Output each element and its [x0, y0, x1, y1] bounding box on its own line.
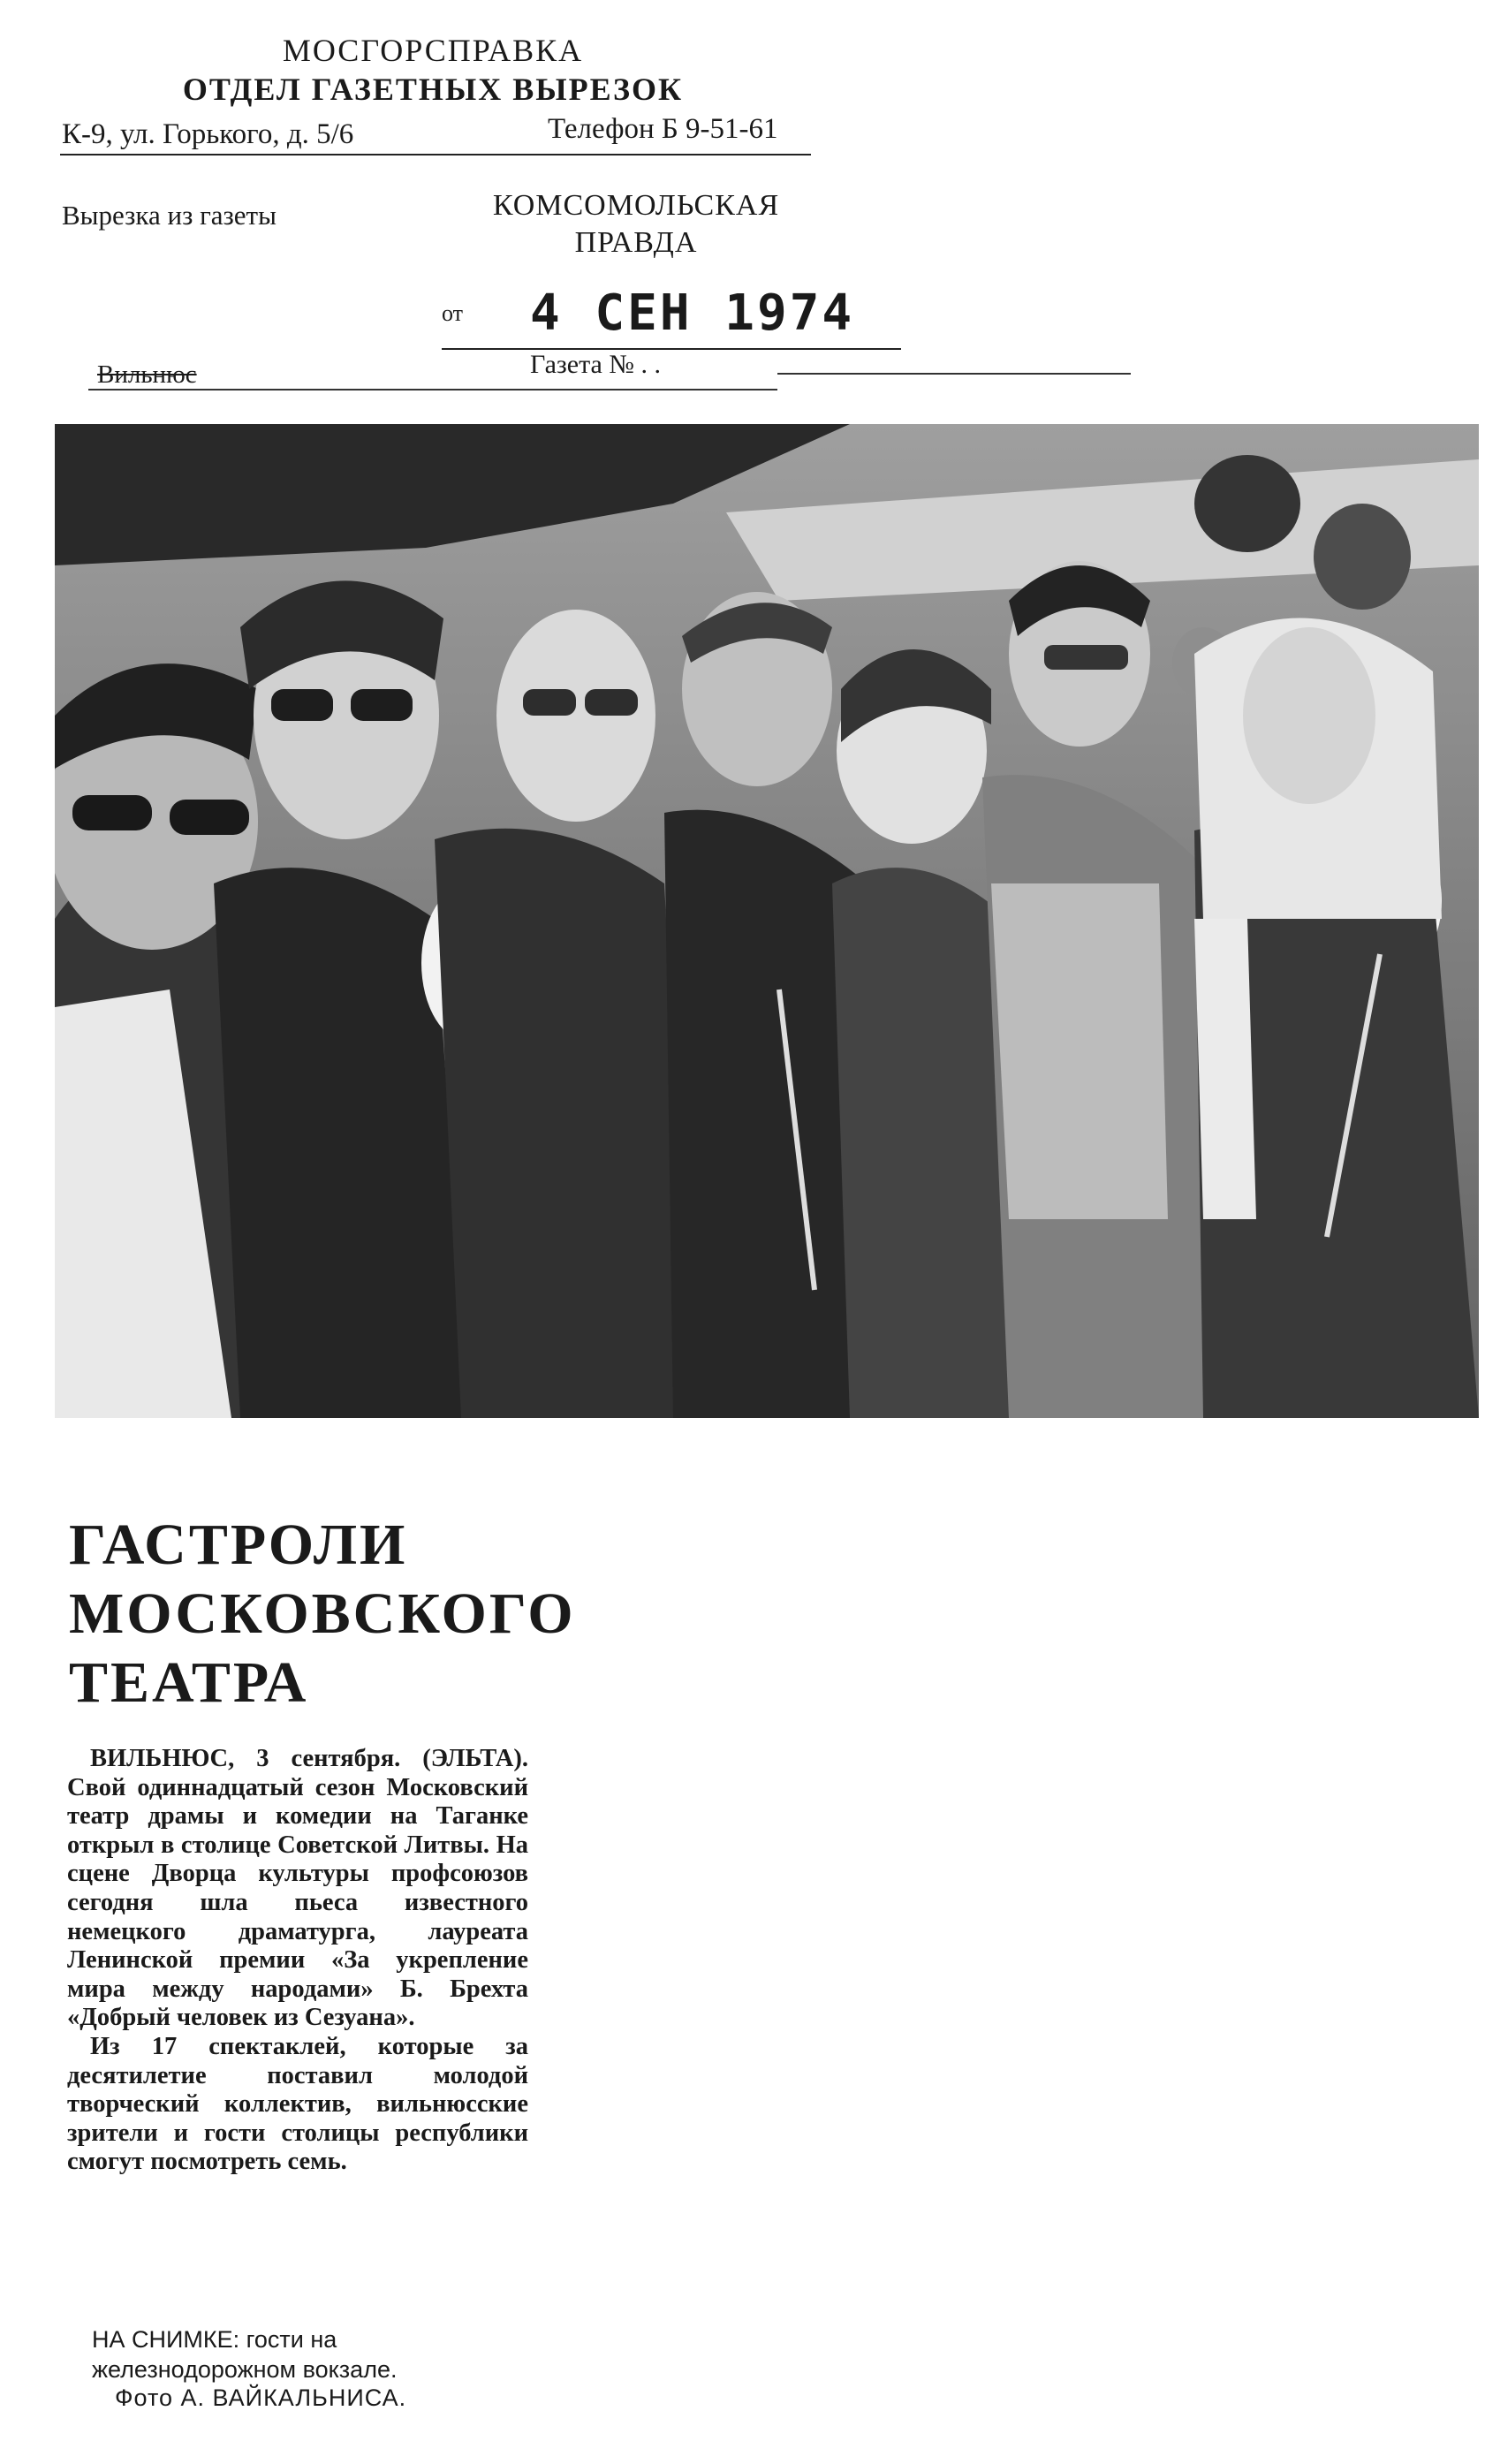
- issue-underline-right: [777, 373, 1131, 375]
- article-paragraph-2: Из 17 спектаклей, которые за десятилетие поставил молодой творческий коллектив, вильнюсские зрители и гости столицы республики смогут посмотреть семь.: [67, 2032, 528, 2176]
- article-headline: [69, 1511, 576, 1717]
- article-body: [67, 1745, 528, 2177]
- newspaper-name-line1: КОМСОМОЛЬСКАЯ: [492, 189, 780, 222]
- newspaper-name-line2: ПРАВДА: [574, 226, 698, 259]
- issue-label: Газета № . .: [530, 350, 661, 379]
- headline-line-2: МОСКОВСКОГО: [69, 1581, 576, 1646]
- dateline-city: Вильнюс: [97, 360, 197, 389]
- article-paragraph-1: ВИЛЬНЮС, 3 сентября. (ЭЛЬТА). Свой одиннадцатый сезон Московский театр драмы и комедии на Таганке открыл в столице Советской Литвы. На сцене Дворца культуры профсоюзов сегодня шла пьеса известного немецкого драматурга, лауреата Ленинской премии «За укрепление мира между народами» Б. Брехта «Добрый человек из Сезуана».: [67, 1745, 528, 2032]
- date-stamp: 4 СЕН 1974: [530, 284, 855, 342]
- bureau-address: К-9, ул. Горького, д. 5/6: [62, 118, 354, 150]
- crowd-photo-illustration: [55, 424, 1479, 1418]
- headline-line-3: ТЕАТРА: [69, 1650, 309, 1715]
- issue-underline: [88, 389, 777, 390]
- bureau-name: МОСГОРСПРАВКА: [282, 33, 584, 68]
- department-name: ОТДЕЛ ГАЗЕТНЫХ ВЫРЕЗОК: [182, 72, 684, 107]
- bureau-phone: Телефон Б 9-51-61: [548, 113, 778, 145]
- clipping-label: Вырезка из газеты: [62, 200, 277, 231]
- newspaper-name: [459, 187, 813, 262]
- date-underline: [442, 348, 901, 350]
- date-prefix: от: [442, 300, 464, 326]
- news-photo: [55, 424, 1479, 1418]
- photo-caption: НА СНИМКЕ: гости на железнодорожном вокзале.: [92, 2326, 398, 2383]
- photo-credit: Фото А. ВАЙКАЛЬНИСА.: [115, 2384, 407, 2411]
- headline-line-1: ГАСТРОЛИ: [69, 1513, 408, 1577]
- header-rule: [60, 154, 811, 155]
